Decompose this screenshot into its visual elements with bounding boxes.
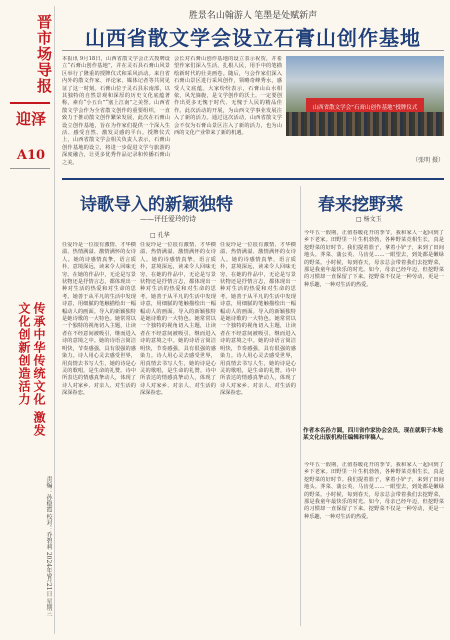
edition-info: 责编：孙稳霞 校对：乔碧莉 2024年9月21日 星期三 (45, 476, 52, 617)
story2-subtitle: ——评任爱玲的诗 (140, 215, 196, 223)
photo-crowd (286, 112, 444, 136)
story3-author: □ 杨文玉 (356, 216, 382, 223)
page-number: A10 (16, 148, 46, 163)
story1-column-2: 会长对石膏山创作基地的设立表示祝贺，并希望作家们深入生活，扎根人民，用手中的笔描绘新时代的壮美画卷。随后，与会作家们深入石膏山景区进行采风创作，领略奇峰秀水，感受人文底蕴。大家纷纷表示，石膏山山水相依，风光旖旎，是文学创作的沃土，一定要创作出更多无愧于时代、无愧于人民的精品佳作。此次活动的开展，为山西文学事业发展注入了新的活力。通过这次活动，山西省散文学会不仅为石膏山景区注入了新的活力，也为山西的文化产业带来了新的机遇。 (174, 56, 282, 137)
story2-author: □ 孔华 (150, 232, 170, 239)
newspaper-logo: 晋市场导报 (35, 14, 53, 94)
story1-headline: 山西省散文学会设立石膏山创作基地 (85, 26, 421, 50)
story2-column-2: 任爱玲是一位很有激情、才华横溢、热情满溢、激情满怀的女诗人。她的诗感情真挚，语言质朴，意境深远，读来令人回味无穷。在她的作品中，无论是写景状物还是抒情言志，都体现出一种对生活的热爱和对生命的思考。她善于从平凡的生活中发现诗意，用细腻的笔触描绘出一幅幅动人的画面。导入的新颖独特是她诗歌的一大特色。她常常以一个独特的视角切入主题，让读者在不经意间被吸引，继而进入诗的意境之中。她的诗语言简洁明快，节奏感强，具有很强的感染力。诗人用心灵去感受世界，用真情去书写人生，她的诗是心灵的歌唱，是生命的礼赞。诗中所表达的情感真挚动人，体现了诗人对家乡、对亲人、对生活的深深眷恋。 (140, 242, 216, 397)
story2-column-3: 任爱玲是一位很有激情、才华横溢、热情满溢、激情满怀的女诗人。她的诗感情真挚，语言质朴，意境深远，读来令人回味无穷。在她的作品中，无论是写景状物还是抒情言志，都体现出一种对生活的热爱和对生命的思考。她善于从平凡的生活中发现诗意，用细腻的笔触描绘出一幅幅动人的画面。导入的新颖独特是她诗歌的一大特色。她常常以一个独特的视角切入主题，让读者在不经意间被吸引，继而进入诗的意境之中。她的诗语言简洁明快，节奏感强，具有很强的感染力。诗人用心灵去感受世界，用真情去书写人生，她的诗是心灵的歌唱，是生命的礼赞。诗中所表达的情感真挚动人，体现了诗人对家乡、对亲人、对生活的深深眷恋。 (220, 242, 296, 397)
story1-column-1: 本报讯 9月18日，山西省散文学会正式授牌设立“石膏山创作基地”，并在灵石县石膏山风景区举行了隆重的授牌仪式和采风活动。来自省内外的散文作家、评论家、媒体记者等共同见证了这一时刻。石膏山位于灵石县东南部，以其独特的自然景观和深厚的历史文化底蕴著称，素有“小五台”“塞上江南”之美誉。山西省散文学会作为全省散文创作的重要组织，一直致力于推动散文创作繁荣发展，此次在石膏山设立创作基地，旨在为作家们提供一个深入生活、感受自然、激发灵感的平台。授牌仪式上，山西省散文学会相关负责人表示，石膏山创作基地的设立，将进一步促进文学与旅游的深度融合，让更多优秀作品记录和传播石膏山之美。 (62, 56, 170, 166)
masthead-divider (10, 168, 50, 169)
story3-title: 春来挖野菜 (318, 195, 403, 215)
photo-credit: （张明 摄） (412, 157, 444, 164)
photo-banner: 山西省散文学会“石膏山创作基地”授牌仪式 (306, 98, 424, 118)
headline-rule (62, 50, 444, 51)
story2-title: 诗歌导入的新颖独特 (80, 195, 233, 215)
masthead-column (6, 6, 54, 634)
logo-divider (10, 102, 50, 104)
story1-photo (286, 56, 444, 136)
story2-column-1: 任爱玲是一位很有激情、才华横溢、热情满溢、激情满怀的女诗人。她的诗感情真挚，语言质朴，意境深远，读来令人回味无穷。在她的作品中，无论是写景状物还是抒情言志，都体现出一种对生活的热爱和对生命的思考。她善于从平凡的生活中发现诗意，用细腻的笔触描绘出一幅幅动人的画面。导入的新颖独特是她诗歌的一大特色。她常常以一个独特的视角切入主题，让读者在不经意间被吸引，继而进入诗的意境之中。她的诗语言简洁明快，节奏感强，具有很强的感染力。诗人用心灵去感受世界，用真情去书写人生，她的诗是心灵的歌唱，是生命的礼赞。诗中所表达的情感真挚动人，体现了诗人对家乡、对亲人、对生活的深深眷恋。 (62, 242, 136, 397)
section-name: 迎泽 (15, 110, 46, 128)
column-title: 传承中华传统文化 激发文化创新创造活力 (17, 302, 46, 438)
story3-author-note: 作者本名孙方圆，四川省作家协会会员，现在就职于本地某文化出版机构任编辑和审稿人。 (303, 428, 443, 442)
story3-body-continued: 今年五一假期，正值春暖花开的季节，我和家人一起回到了乡下老家。田野里一片生机勃勃，各种野菜竞相生长，真是挖野菜的好时节。我们提着篮子，拿着小铲子，来到了田间地头。荠菜、蒲公英、马齿苋……一眼望去，到处都是嫩绿的野菜。小时候，每到春天，母亲总会带着我们去挖野菜，那是我童年最快乐的时光。如今，母亲已经年迈，但挖野菜的习惯却一直保留了下来。挖野菜不仅是一种劳动，更是一种乐趣，一种对生活的热爱。 (304, 462, 444, 520)
section-rule (62, 178, 444, 180)
column-divider (54, 6, 55, 634)
story1-kicker: 胜景名山翰游人 笔墨是处赋新声 (188, 10, 318, 20)
story-divider (300, 186, 301, 626)
story3-body: 今年五一假期，正值春暖花开的季节，我和家人一起回到了乡下老家。田野里一片生机勃勃，各种野菜竞相生长，真是挖野菜的好时节。我们提着篮子，拿着小铲子，来到了田间地头。荠菜、蒲公英、马齿苋……一眼望去，到处都是嫩绿的野菜。小时候，每到春天，母亲总会带着我们去挖野菜，那是我童年最快乐的时光。如今，母亲已经年迈，但挖野菜的习惯却一直保留了下来。挖野菜不仅是一种劳动，更是一种乐趣，一种对生活的热爱。 (304, 230, 444, 288)
